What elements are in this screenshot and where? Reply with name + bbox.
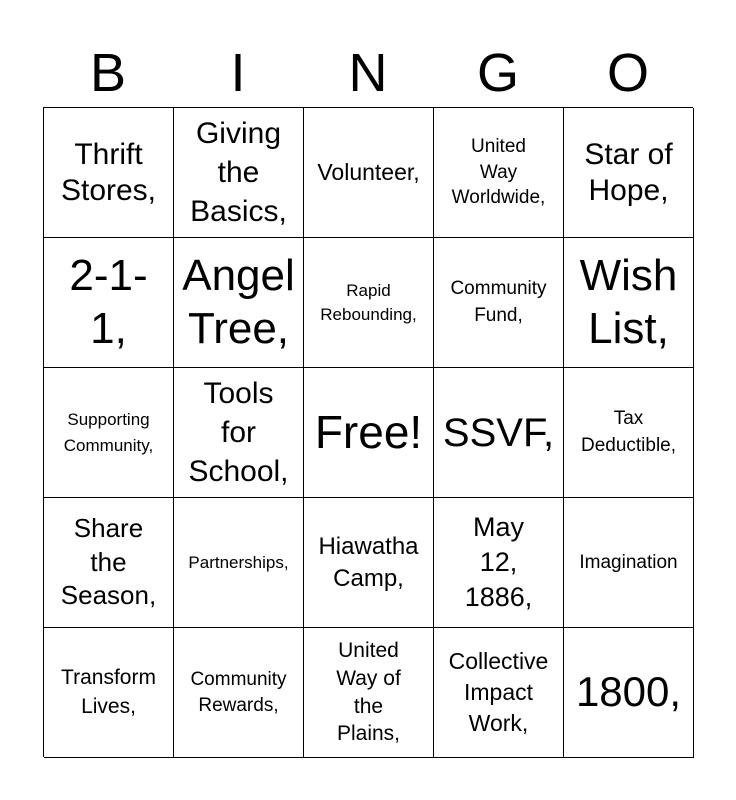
cell-text: SSVF, [442,410,555,455]
bingo-cell[interactable] [44,108,174,238]
bingo-cell[interactable] [174,628,304,758]
bingo-cell[interactable] [304,368,434,498]
cell-text: Hiawatha Camp, [318,533,419,592]
cell-text: United Way of the Plains, [336,639,401,746]
header-letter-g: G [476,43,519,103]
bingo-cell[interactable] [564,498,694,628]
bingo-cell[interactable] [304,238,434,368]
bingo-cell[interactable] [434,628,564,758]
cell-text: Thrift Stores, [60,137,157,207]
bingo-cell[interactable] [434,368,564,498]
header-letter-b: B [89,43,127,103]
cell-text: Supporting Community, [63,410,154,455]
bingo-cell[interactable] [304,108,434,238]
bingo-cell[interactable] [564,238,694,368]
cell-text: Tools for School, [188,377,289,488]
bingo-board [43,107,693,757]
cell-text: 1800, [575,668,682,716]
bingo-cell[interactable] [564,368,694,498]
cell-text: Tax Deductible, [580,407,677,456]
header-letter-n: N [348,43,388,103]
bingo-cell[interactable] [174,238,304,368]
bingo-cell[interactable] [434,238,564,368]
cell-text: Community Rewards, [190,668,287,716]
cell-text: 2-1- 1, [69,250,148,353]
cell-text: May 12, 1886, [464,511,533,613]
bingo-cell[interactable] [304,498,434,628]
bingo-cell[interactable] [174,108,304,238]
cell-text: Community Fund, [450,277,547,326]
bingo-cell[interactable] [44,628,174,758]
bingo-cell[interactable] [304,628,434,758]
bingo-cell[interactable] [44,498,174,628]
bingo-cell[interactable] [434,498,564,628]
bingo-cell[interactable] [44,238,174,368]
cell-text: Giving the Basics, [190,117,287,228]
bingo-cell[interactable] [44,368,174,498]
cell-text: Wish List, [579,250,678,353]
cell-text: Transform Lives, [61,666,156,718]
bingo-cell[interactable] [174,368,304,498]
bingo-cell[interactable] [434,108,564,238]
cell-text: Rapid Rebounding, [320,280,417,324]
bingo-cell[interactable] [564,108,694,238]
cell-text: Imagination [579,551,678,573]
cell-text: Star of Hope, [584,137,673,207]
cell-text: Angel Tree, [182,250,295,353]
header-letter-o: O [606,43,649,103]
free-space-text: Free! [314,406,423,459]
cell-text: Share the Season, [60,512,157,611]
header-letter-i: I [230,43,246,103]
cell-text: Partnerships, [188,552,289,572]
cell-text: Volunteer, [317,159,420,186]
bingo-cell[interactable] [564,628,694,758]
cell-text: Collective Impact Work, [448,647,549,737]
bingo-header [43,40,693,106]
bingo-cell[interactable] [174,498,304,628]
cell-text: United Way Worldwide, [451,136,546,209]
